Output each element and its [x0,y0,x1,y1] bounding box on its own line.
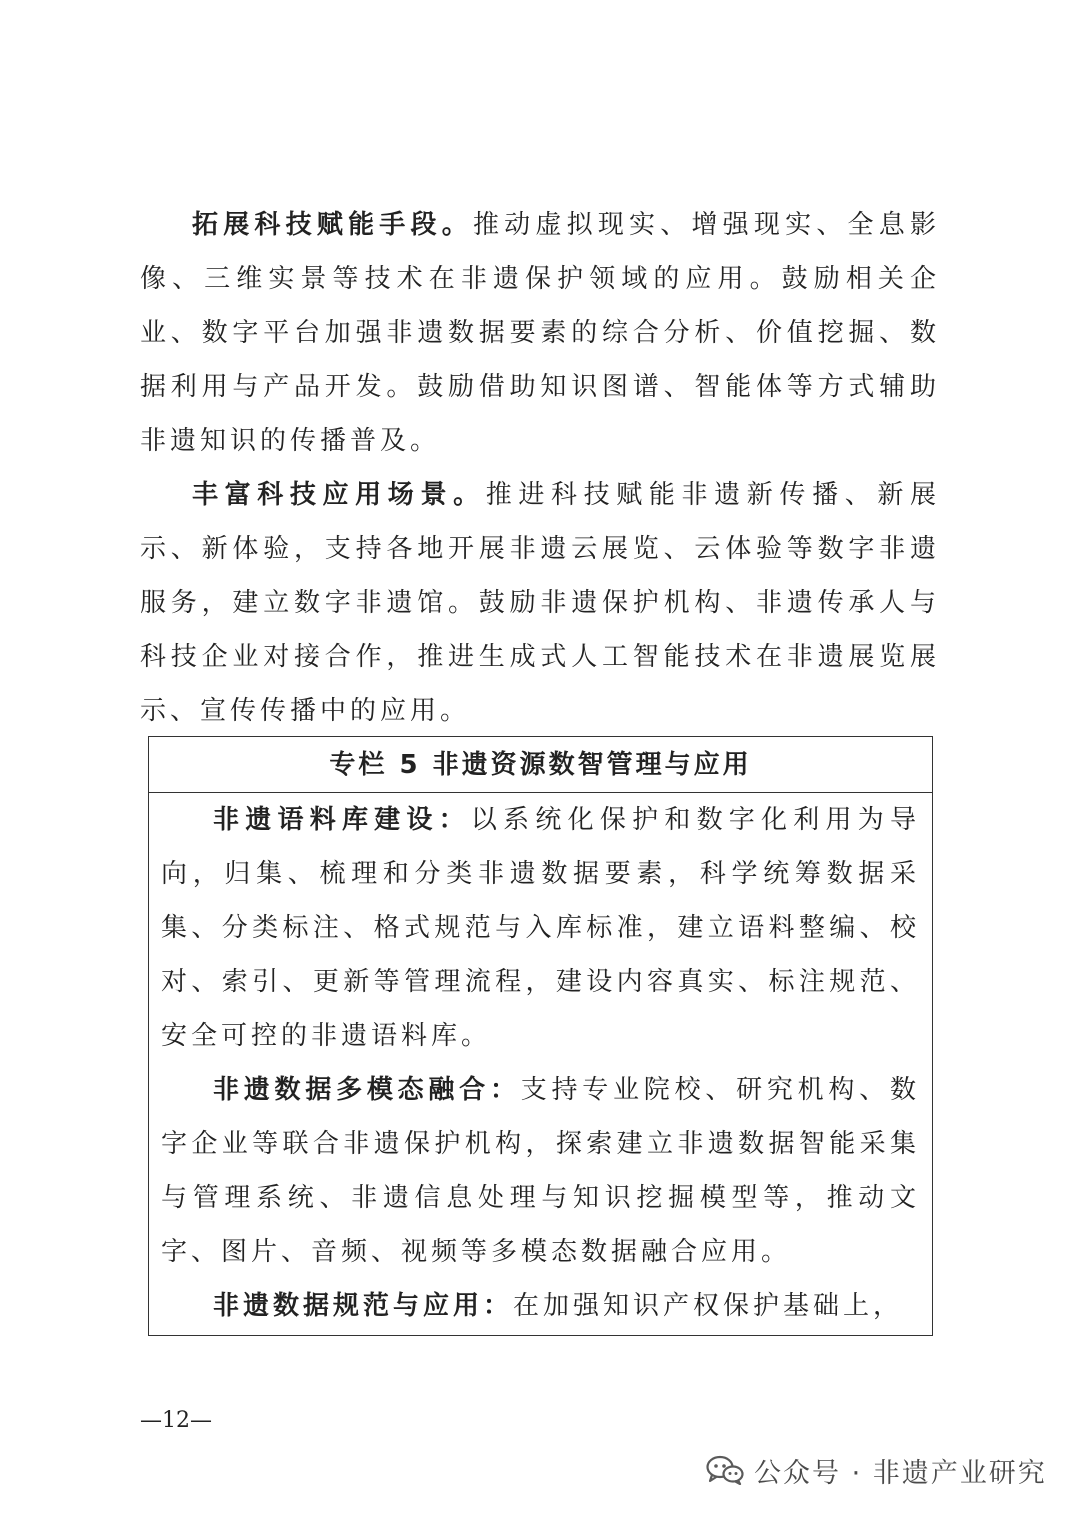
column-item-corpus [161,793,920,1063]
column-title: 专栏 5 非遗资源数智管理与应用 [149,737,932,793]
column-body [149,793,932,1333]
column-item-body: 支持专业院校、研究机构、数字企业等联合非遗保护机构，探索建立非遗数据智能采集与管理系统、非遗信息处理与知识挖掘模型等，推动文字、图片、音频、视频等多模态数据融合应用。 [161,1075,920,1267]
column-item-body: 在加强知识产权保护基础上， [513,1291,904,1321]
paragraph-lead: 拓展科技赋能手段。 [192,210,473,240]
watermark-text: 公众号 · 非遗产业研究 [754,1457,1047,1489]
watermark [706,1448,1047,1492]
column-item-lead: 非遗数据规范与应用： [213,1291,514,1321]
column-item-lead: 非遗数据多模态融合： [213,1075,521,1105]
paragraph-body: 推进科技赋能非遗新传播、新展示、新体验，支持各地开展非遗云展览、云体验等数字非遗服务，建立数字非遗馆。鼓励非遗保护机构、非遗传承人与科技企业对接合作，推进生成式人工智能技术在非遗展览展示、宣传传播中的应用。 [140,480,940,726]
paragraph-tech-scenarios [140,468,940,738]
column-item-lead: 非遗语料库建设： [213,805,471,835]
wechat-icon [706,1455,744,1485]
column-item-multimodal [161,1063,920,1279]
page-number: —12— [140,1408,212,1433]
column-box [148,736,933,1336]
paragraph-lead: 丰富科技应用场景。 [192,480,486,510]
paragraph-body: 推动虚拟现实、增强现实、全息影像、三维实景等技术在非遗保护领域的应用。鼓励相关企业、数字平台加强非遗数据要素的综合分析、价值挖掘、数据利用与产品开发。鼓励借助知识图谱、智能体等方式辅助非遗知识的传播普及。 [140,210,940,456]
paragraph-tech-empowerment [140,198,940,468]
column-item-standards [161,1279,920,1333]
column-item-body: 以系统化保护和数字化利用为导向，归集、梳理和分类非遗数据要素，科学统筹数据采集、分类标注、格式规范与入库标准，建立语料整编、校对、索引、更新等管理流程，建设内容真实、标注规范、安全可控的非遗语料库。 [161,805,920,1051]
body-text [140,198,940,738]
